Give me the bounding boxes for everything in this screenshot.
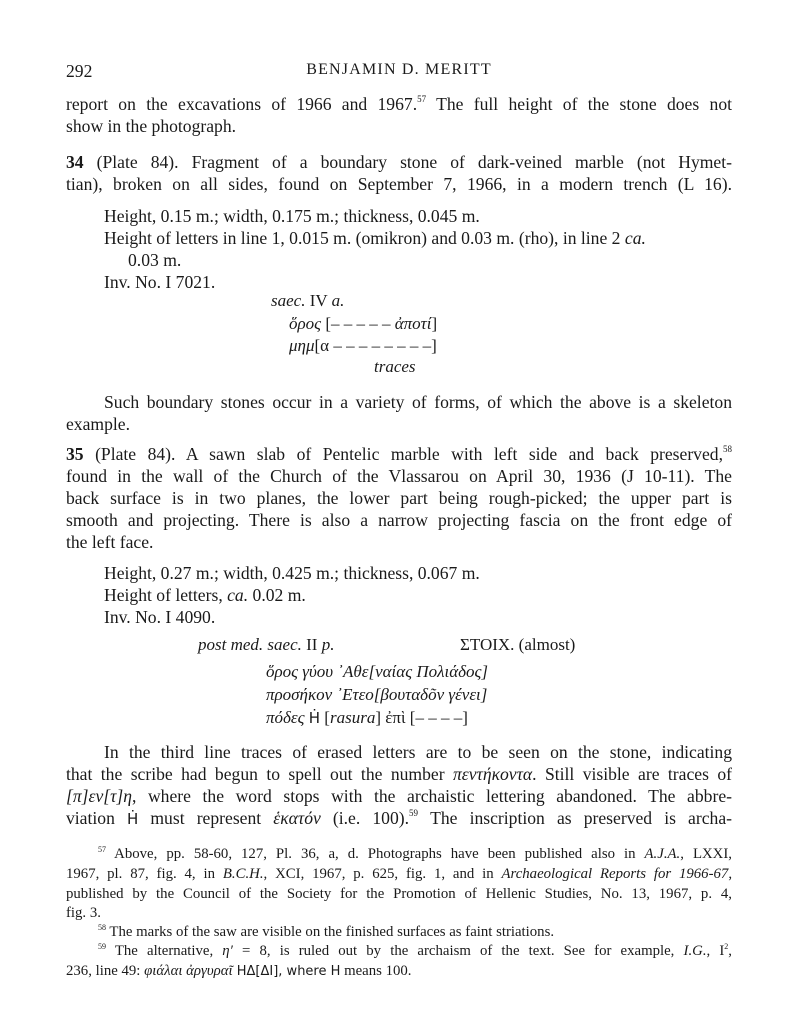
entry-number: 34: [66, 152, 84, 172]
footnote-59-line-2: 236, line 49: φιάλαι ἀργυραῖ HΔ[ΔΙ], where H means 100.: [66, 963, 412, 979]
inventory-number: Inv. No. I 7021.: [104, 272, 216, 292]
letter-height: Height of letters, ca. 0.02 m.: [104, 585, 306, 605]
stoichedon-note: ΣΤΟΙΧ. (almost): [460, 635, 576, 654]
footnote-ref-59: 59: [409, 808, 419, 818]
footnote-59: $^{59}$ The alternative, η′ = 8, is ruled out by the archaism of the text. See for example, I.G., $I^2$,: [98, 942, 732, 959]
footnote-57-line-3: published by the Council of the Society for the Promotion of Hellenic Studies, No. 13, 1967, p. 4,: [66, 886, 732, 902]
entry-35-heading: 35 (Plate 84). A sawn slab of Pentelic marble with left side and back preserved,$^{58}$: [66, 444, 732, 464]
inscription-line-2: προσήκον ᾿Ετεο[βουταδõν γένει]: [266, 685, 488, 704]
inscription-line-1: ὅρος [– – – – – ἀποτί]: [289, 314, 438, 333]
footnote-ref-58: 58: [723, 444, 732, 454]
inscription-date: post med. saec. II p.: [198, 635, 335, 654]
footnote-57-line-4: fig. 3.: [66, 905, 101, 921]
letter-height: Height of letters in line 1, 0.015 m. (omikron) and 0.03 m. (rho), in line 2 ca.: [104, 228, 646, 248]
dimensions: Height, 0.27 m.; width, 0.425 m.; thickness, 0.067 m.: [104, 563, 480, 583]
text-line: example.: [66, 414, 130, 434]
text-line: back surface is in two planes, the lower part being rough-picked; the upper part is: [66, 488, 732, 508]
running-title: BENJAMIN D. MERITT: [306, 61, 492, 78]
footnote-57-line-2: 1967, pl. 87, fig. 4, in B.C.H., XCI, 1967, p. 625, fig. 1, and in Archaeological Reports for 1966-67,: [66, 866, 733, 882]
text-line: tian), broken on all sides, found on September 7, 1966, in a modern trench (L 16).: [66, 174, 732, 194]
dimensions: Height, 0.15 m.; width, 0.175 m.; thickness, 0.045 m.: [104, 206, 480, 226]
inscription-line-1: ὅρος γύου ᾿Αθε[ναίας Πολιάδος]: [266, 662, 489, 681]
text-line: show in the photograph.: [66, 116, 237, 136]
text-line: found in the wall of the Church of the Vlassarou on April 30, 1936 (J 10-11). The: [66, 466, 732, 486]
page-number: 292: [66, 61, 93, 81]
entry-34-heading: 34 (Plate 84). Fragment of a boundary stone of dark-veined marble (not Hymet-: [66, 152, 732, 172]
text-line: Such boundary stones occur in a variety of forms, of which the above is a skeleton: [104, 392, 732, 412]
inscription-line-3: πόδες Ḣ [rasura] ἐπὶ [– – – –]: [266, 708, 468, 727]
footnote-57: $^{57}$ Above, pp. 58-60, 127, Pl. 36, a, d. Photographs have been published also in A.J.A., LXXI,: [98, 845, 732, 862]
inventory-number: Inv. No. I 4090.: [104, 607, 216, 627]
text-line: [π]εν[τ]η, where the word stops with the archaistic lettering abandoned. The abbre-: [66, 786, 732, 806]
letter-height-cont: 0.03 m.: [128, 250, 182, 270]
text-line: smooth and projecting. There is also a narrow projecting fascia on the front edge of: [66, 510, 732, 530]
text-line: that the scribe had begun to spell out the number πεντήκοντα. Still visible are traces of: [66, 764, 732, 784]
inscription-date: saec. IV a.: [271, 291, 345, 310]
entry-number: 35: [66, 444, 84, 464]
text-line: the left face.: [66, 532, 154, 552]
inscription-line-2: μημ[α – – – – – – – –]: [289, 336, 437, 355]
footnote-58: $^{58}$ The marks of the saw are visible on the finished surfaces as faint striations.: [98, 923, 555, 940]
inscription-line-3: traces: [374, 357, 416, 376]
text-line: report on the excavations of 1966 and 1967.57 The full height of the stone does not: [66, 94, 732, 114]
text-line: In the third line traces of erased letters are to be seen on the stone, indicating: [104, 742, 732, 762]
text-line: viation Ḣ must represent ἑκατόν (i.e. 100).$^{59}$ The inscription as preserved is archa-: [66, 808, 732, 828]
footnote-ref-57: 57: [417, 94, 427, 104]
